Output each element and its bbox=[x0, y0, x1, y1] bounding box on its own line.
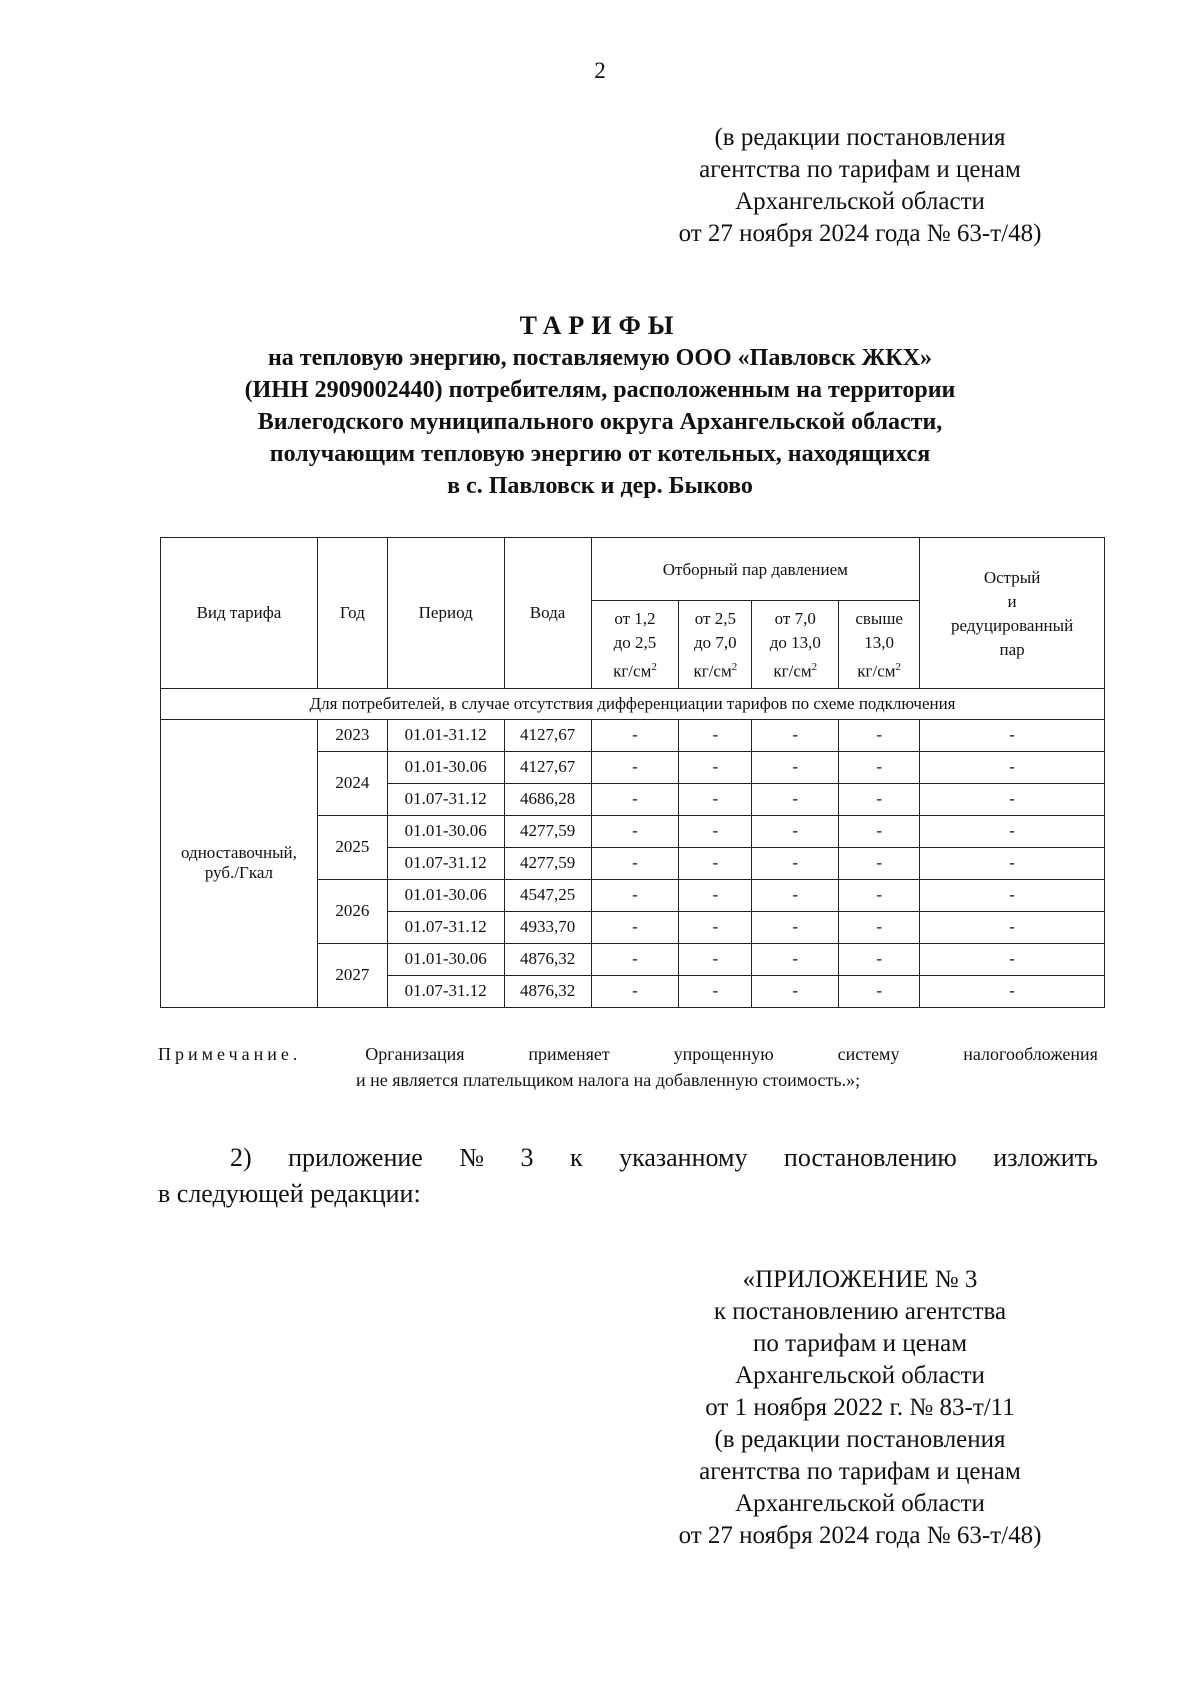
table-note bbox=[158, 1041, 1098, 1093]
dash-cell: - bbox=[920, 943, 1105, 975]
unit: кг/см bbox=[857, 661, 896, 681]
paragraph-word: 3 bbox=[520, 1143, 534, 1172]
header-text bbox=[681, 655, 749, 684]
header-text: от 2,5 bbox=[694, 609, 736, 628]
dash-cell: - bbox=[679, 847, 752, 879]
dash-cell: - bbox=[591, 815, 679, 847]
dash-cell: - bbox=[920, 975, 1105, 1007]
period-cell: 01.01-31.12 bbox=[387, 719, 504, 751]
period-cell: 01.07-31.12 bbox=[387, 975, 504, 1007]
paragraph-word: указанному bbox=[619, 1143, 748, 1172]
paragraph-word: приложение bbox=[288, 1143, 423, 1172]
dash-cell: - bbox=[752, 847, 839, 879]
dash-cell: - bbox=[591, 911, 679, 943]
tariff-name-line: руб./Гкал bbox=[204, 863, 274, 883]
dash-cell: - bbox=[839, 847, 920, 879]
dash-cell: - bbox=[839, 751, 920, 783]
header-text: от 1,2 bbox=[614, 609, 656, 628]
dash-cell: - bbox=[920, 719, 1105, 751]
dash-cell: - bbox=[839, 719, 920, 751]
dash-cell: - bbox=[679, 879, 752, 911]
unit: кг/см bbox=[613, 661, 652, 681]
appendix-header bbox=[640, 1264, 1080, 1552]
redaction-note bbox=[640, 122, 1080, 250]
water-cell: 4127,67 bbox=[504, 751, 591, 783]
appendix-line: от 1 ноября 2022 г. № 83-т/11 bbox=[705, 1394, 1015, 1421]
year-cell: 2024 bbox=[317, 751, 387, 815]
dash-cell: - bbox=[920, 783, 1105, 815]
tariff-name bbox=[161, 719, 318, 1007]
dash-cell: - bbox=[920, 879, 1105, 911]
appendix-line: Архангельской области bbox=[735, 1490, 985, 1517]
header-sharp-steam bbox=[920, 538, 1105, 689]
appendix-line: к постановлению агентства bbox=[713, 1298, 1007, 1325]
body-paragraph bbox=[158, 1140, 1098, 1212]
period-cell: 01.01-30.06 bbox=[387, 879, 504, 911]
header-tariff-type: Вид тарифа bbox=[161, 538, 318, 689]
dash-cell: - bbox=[752, 783, 839, 815]
redaction-line: от 27 ноября 2024 года № 63-т/48) bbox=[678, 220, 1042, 247]
dash-cell: - bbox=[679, 815, 752, 847]
water-cell: 4876,32 bbox=[504, 943, 591, 975]
water-cell: 4277,59 bbox=[504, 847, 591, 879]
paragraph-line bbox=[158, 1140, 1098, 1176]
paragraph-word: постановлению bbox=[783, 1143, 957, 1172]
period-cell: 01.01-30.06 bbox=[387, 751, 504, 783]
header-period: Период bbox=[387, 538, 504, 689]
document-title bbox=[150, 310, 1050, 502]
unit: кг/см bbox=[693, 661, 732, 681]
table-row bbox=[161, 719, 1105, 751]
dash-cell: - bbox=[839, 815, 920, 847]
header-pressure-2 bbox=[679, 601, 752, 689]
unit: кг/см bbox=[773, 661, 812, 681]
dash-cell: - bbox=[839, 879, 920, 911]
dash-cell: - bbox=[679, 783, 752, 815]
dash-cell: - bbox=[591, 783, 679, 815]
unit-power: 2 bbox=[651, 661, 657, 673]
title-line: на тепловую энергию, поставляемую ООО «Павловск ЖКХ» bbox=[267, 345, 933, 371]
header-text bbox=[841, 655, 917, 684]
water-cell: 4277,59 bbox=[504, 815, 591, 847]
header-text: до 2,5 bbox=[613, 633, 657, 652]
redaction-line: агентства по тарифам и ценам bbox=[699, 156, 1021, 183]
header-pressure-1 bbox=[591, 601, 679, 689]
dash-cell: - bbox=[839, 943, 920, 975]
title-line: получающим тепловую энергию от котельных, находящихся bbox=[269, 441, 931, 467]
dash-cell: - bbox=[591, 751, 679, 783]
appendix-line: от 27 ноября 2024 года № 63-т/48) bbox=[678, 1522, 1042, 1549]
header-year: Год bbox=[317, 538, 387, 689]
header-text: пар bbox=[999, 639, 1025, 659]
dash-cell: - bbox=[839, 783, 920, 815]
dash-cell: - bbox=[679, 975, 752, 1007]
period-cell: 01.01-30.06 bbox=[387, 943, 504, 975]
dash-cell: - bbox=[679, 911, 752, 943]
unit-power: 2 bbox=[895, 661, 902, 673]
period-cell: 01.07-31.12 bbox=[387, 911, 504, 943]
header-steam-group: Отборный пар давлением bbox=[591, 538, 920, 601]
paragraph-line: в следующей редакции: bbox=[158, 1179, 421, 1208]
appendix-line: (в редакции постановления bbox=[714, 1426, 1006, 1453]
tariff-name-line: одноставочный, bbox=[181, 843, 297, 863]
note-word: применяет bbox=[528, 1044, 610, 1064]
title-line: в с. Павловск и дер. Быково bbox=[447, 473, 753, 499]
dash-cell: - bbox=[839, 975, 920, 1007]
header-text: от 7,0 bbox=[774, 609, 816, 628]
year-cell: 2023 bbox=[317, 719, 387, 751]
paragraph-word: изложить bbox=[993, 1143, 1098, 1172]
header-text: и bbox=[1007, 591, 1017, 611]
tariff-table bbox=[160, 537, 1105, 1008]
header-pressure-3 bbox=[752, 601, 839, 689]
year-cell: 2027 bbox=[317, 943, 387, 1007]
dash-cell: - bbox=[679, 943, 752, 975]
page-number: 2 bbox=[594, 58, 606, 83]
dash-cell: - bbox=[591, 975, 679, 1007]
header-pressure-4 bbox=[839, 601, 920, 689]
paragraph-word: к bbox=[569, 1143, 583, 1172]
note-word: Организация bbox=[365, 1044, 465, 1064]
period-cell: 01.07-31.12 bbox=[387, 847, 504, 879]
year-cell: 2026 bbox=[317, 879, 387, 943]
dash-cell: - bbox=[752, 911, 839, 943]
header-text: до 13,0 bbox=[769, 633, 821, 652]
dash-cell: - bbox=[591, 879, 679, 911]
note-word: налогообложения bbox=[963, 1044, 1098, 1064]
header-text: до 7,0 bbox=[694, 633, 737, 652]
paragraph-word: № bbox=[459, 1143, 485, 1172]
header-text bbox=[594, 655, 677, 684]
redaction-line: Архангельской области bbox=[735, 188, 985, 215]
dash-cell: - bbox=[752, 943, 839, 975]
dash-cell: - bbox=[839, 911, 920, 943]
dash-cell: - bbox=[679, 751, 752, 783]
dash-cell: - bbox=[920, 815, 1105, 847]
note-line: и не является плательщиком налога на добавленную стоимость.»; bbox=[356, 1070, 861, 1090]
header-text: свыше bbox=[855, 609, 903, 628]
unit-power: 2 bbox=[811, 661, 818, 673]
header-text bbox=[754, 655, 836, 684]
water-cell: 4686,28 bbox=[504, 783, 591, 815]
appendix-line: «ПРИЛОЖЕНИЕ № 3 bbox=[742, 1266, 978, 1293]
dash-cell: - bbox=[679, 719, 752, 751]
header-text: 13,0 bbox=[864, 633, 895, 652]
period-cell: 01.07-31.12 bbox=[387, 783, 504, 815]
dash-cell: - bbox=[752, 815, 839, 847]
dash-cell: - bbox=[920, 911, 1105, 943]
unit-power: 2 bbox=[731, 661, 738, 673]
period-cell: 01.01-30.06 bbox=[387, 815, 504, 847]
title-line: Вилегодского муниципального округа Архангельской области, bbox=[257, 409, 943, 435]
water-cell: 4933,70 bbox=[504, 911, 591, 943]
water-cell: 4547,25 bbox=[504, 879, 591, 911]
dash-cell: - bbox=[591, 847, 679, 879]
note-line bbox=[158, 1041, 1098, 1067]
header-water: Вода bbox=[504, 538, 591, 689]
dash-cell: - bbox=[591, 943, 679, 975]
note-label: Примечание. bbox=[158, 1044, 302, 1064]
water-cell: 4876,32 bbox=[504, 975, 591, 1007]
section-label: Для потребителей, в случае отсутствия дифференциации тарифов по схеме подключения bbox=[161, 688, 1105, 719]
dash-cell: - bbox=[591, 719, 679, 751]
appendix-line: по тарифам и ценам bbox=[752, 1330, 968, 1357]
water-cell: 4127,67 bbox=[504, 719, 591, 751]
dash-cell: - bbox=[752, 975, 839, 1007]
header-text: редуцированный bbox=[950, 615, 1074, 635]
appendix-line: агентства по тарифам и ценам bbox=[699, 1458, 1021, 1485]
paragraph-word: 2) bbox=[230, 1143, 252, 1172]
dash-cell: - bbox=[752, 751, 839, 783]
note-word: систему bbox=[837, 1044, 900, 1064]
dash-cell: - bbox=[752, 879, 839, 911]
dash-cell: - bbox=[920, 847, 1105, 879]
note-word: упрощенную bbox=[673, 1044, 774, 1064]
header-text: Острый bbox=[983, 567, 1041, 587]
title-line: (ИНН 2909002440) потребителям, расположенным на территории bbox=[244, 377, 956, 403]
redaction-line: (в редакции постановления bbox=[714, 124, 1006, 151]
dash-cell: - bbox=[752, 719, 839, 751]
year-cell: 2025 bbox=[317, 815, 387, 879]
appendix-line: Архангельской области bbox=[735, 1362, 985, 1389]
dash-cell: - bbox=[920, 751, 1105, 783]
title-heading: ТАРИФЫ bbox=[519, 311, 681, 340]
